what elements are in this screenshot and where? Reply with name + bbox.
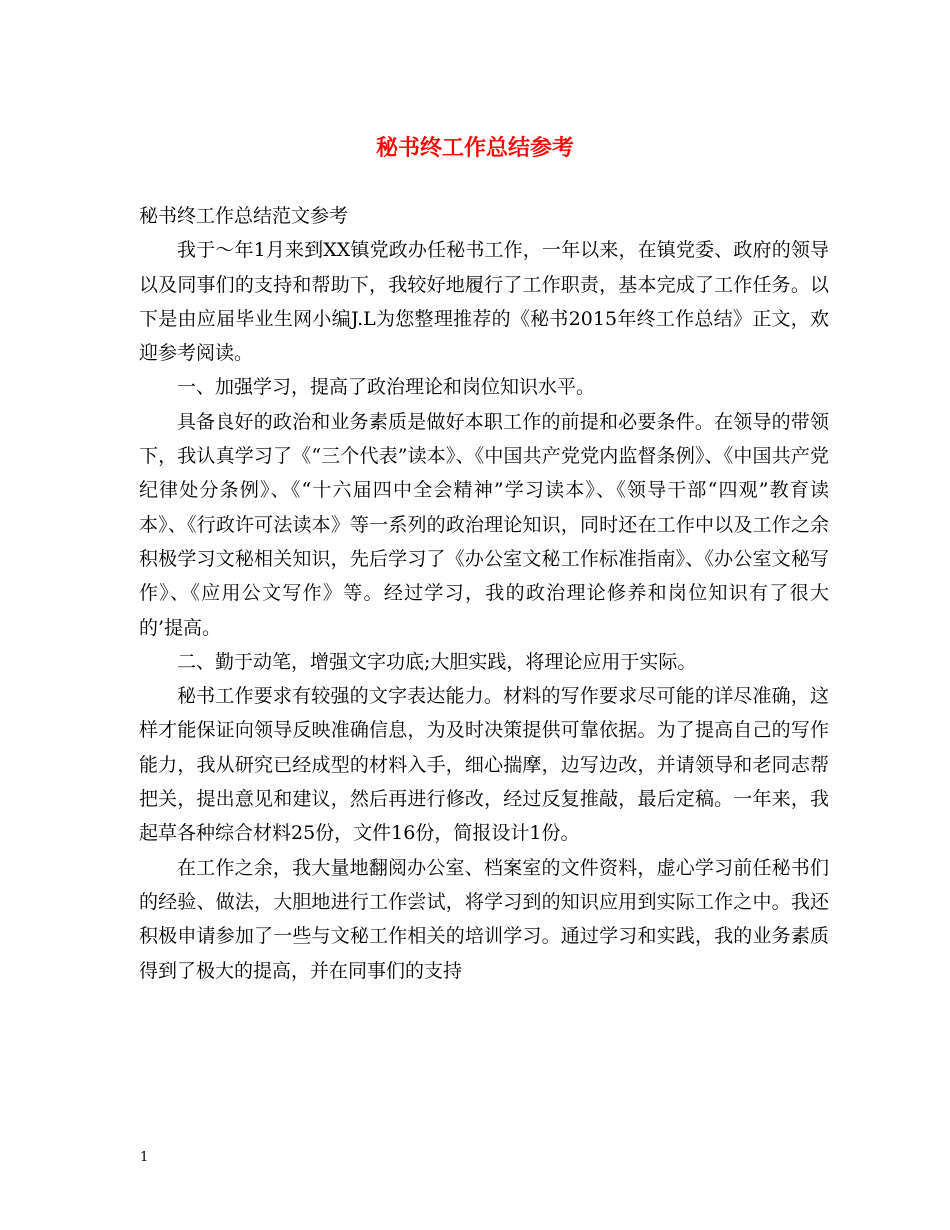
page-number: 1 (140, 1150, 149, 1165)
document-subtitle: 秘书终工作总结范文参考 (139, 205, 349, 227)
document-title: 秘书终工作总结参考 (375, 135, 574, 161)
paragraph-practice: 在工作之余，我大量地翻阅办公室、档案室的文件资料，虚心学习前任秘书们的经验、做法，大胆地进行工作尝试，将学习到的知识应用到实际工作之中。我还积极申请参加了一些与文秘工作相关的培训学习。通过学习和实践，我的业务素质得到了极大的提高，并在同事们的支持 (139, 856, 829, 982)
paragraph-writing: 秘书工作要求有较强的文字表达能力。材料的写作要求尽可能的详尽准确，这样才能保证向领导反映准确信息，为及时决策提供可靠依据。为了提高自己的写作能力，我从研究已经成型的材料入手，细心揣摩，边写边改，并请领导和老同志帮把关，提出意见和建议，然后再进行修改，经过反复推敲，最后定稿。一年来，我起草各种综合材料25份，文件16份，简报设计1份。 (139, 685, 829, 845)
section-heading-1: 一、加强学习，提高了政治理论和岗位知识水平。 (177, 376, 596, 399)
section-heading-2: 二、勤于动笔，增强文字功底;大胆实践，将理论应用于实际。 (177, 650, 697, 673)
document-body (139, 199, 829, 988)
paragraph-study: 具备良好的政治和业务素质是做好本职工作的前提和必要条件。在领导的带领下，我认真学习了《“三个代表”读本》、《中国共产党党内监督条例》、《中国共产党纪律处分条例》、《“十六届四中全会精神”学习读本》、《领导干部“四观”教育读本》、《行政许可法读本》等一系列的政治理论知识，同时还在工作中以及工作之余积极学习文秘相关知识，先后学习了《办公室文秘工作标准指南》、《办公室文秘写作》、《应用公文写作》等。经过学习，我的政治理论修养和岗位知识有了很大的’提高。 (139, 410, 829, 639)
paragraph-intro: 我于～年1月来到XX镇党政办任秘书工作，一年以来，在镇党委、政府的领导以及同事们的支持和帮助下，我较好地履行了工作职责，基本完成了工作任务。以下是由应届毕业生网小编J.L为您整理推荐的《秘书2015年终工作总结》正文，欢迎参考阅读。 (139, 239, 829, 365)
